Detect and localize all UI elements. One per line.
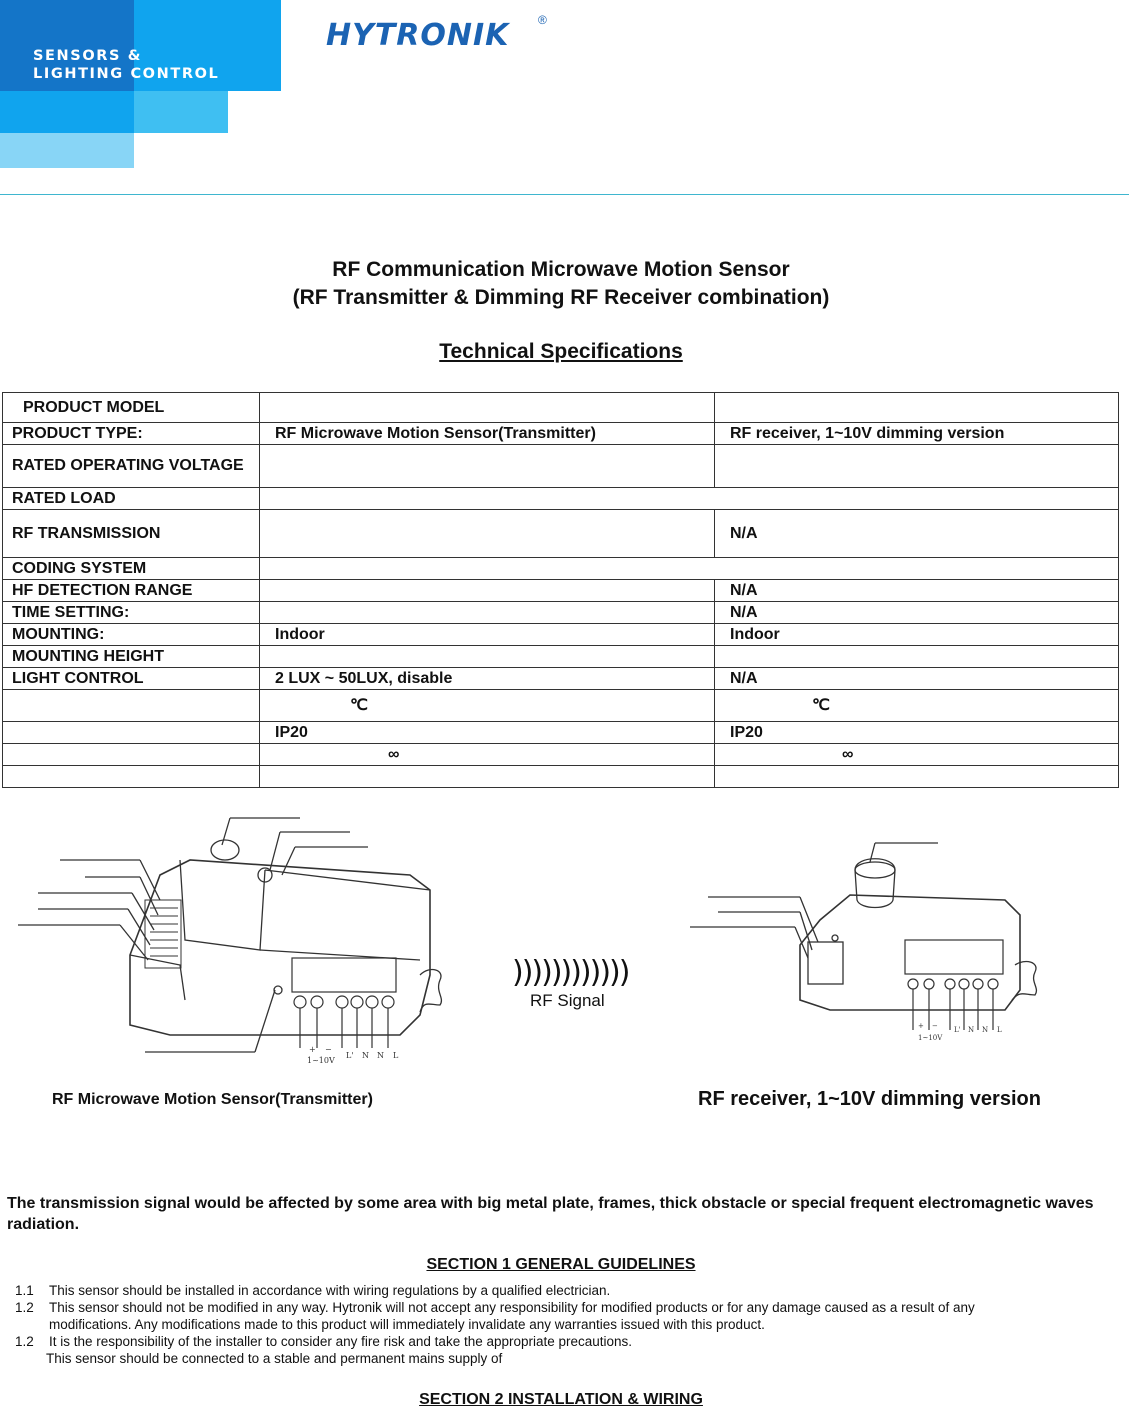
item-number: 1.2: [15, 1300, 34, 1315]
brand-line-1: SENSORS &: [33, 48, 142, 64]
dim-label: 1~10V: [307, 1056, 335, 1065]
terminal-screw: [366, 996, 378, 1008]
section-1-heading: SECTION 1 GENERAL GUIDELINES: [426, 1256, 696, 1273]
terminal-label: L: [393, 1051, 399, 1060]
receiver-dip-block: [808, 942, 843, 984]
spec-key: MOUNTING:: [3, 624, 260, 646]
spec-transmitter: [260, 766, 715, 788]
temperature-symbol: ℃: [350, 696, 368, 714]
terminal-screw: [945, 979, 955, 989]
terminal-screw: [959, 979, 969, 989]
spec-receiver: [715, 744, 1119, 766]
table-row: [3, 580, 1119, 602]
spec-key: PRODUCT MODEL: [3, 393, 260, 423]
terminal-screw: [988, 979, 998, 989]
table-row: [3, 393, 1119, 423]
terminal-label: N: [377, 1051, 384, 1060]
table-row: [3, 690, 1119, 722]
label-marker: [274, 986, 282, 994]
table-row: [3, 445, 1119, 488]
list-item: [15, 1299, 1115, 1316]
spec-key: HF DETECTION RANGE: [3, 580, 260, 602]
spec-receiver: [715, 646, 1119, 668]
infinity-symbol: ∞: [388, 745, 400, 763]
spec-receiver: RF receiver, 1~10V dimming version: [715, 423, 1119, 445]
leader-line: [270, 832, 280, 870]
table-row: [3, 488, 1119, 510]
transmitter-illustration: [18, 818, 441, 1065]
table-row: [3, 668, 1119, 690]
spec-transmitter: Indoor: [260, 624, 715, 646]
terminal-housing: [292, 958, 396, 992]
item-continuation: This sensor should be connected to a stable and permanent mains supply of: [46, 1351, 503, 1366]
spec-transmitter: [260, 393, 715, 423]
terminal-labels: [918, 1022, 1002, 1042]
document-title: RF Communication Microwave Motion Sensor: [332, 258, 790, 281]
terminal-screw: [336, 996, 348, 1008]
spec-key: [3, 722, 260, 744]
spec-transmitter: [260, 580, 715, 602]
brand-tagline: [33, 47, 219, 83]
housing-edge: [265, 870, 430, 890]
terminal-screw: [924, 979, 934, 989]
signal-note: The transmission signal would be affected by some area with big metal plate, frames, thick obstacle or special frequent electromagnetic waves radiation.: [7, 1195, 1094, 1233]
dim-label: 1~10V: [918, 1034, 943, 1042]
guidelines-list: [15, 1282, 1115, 1367]
knob-top: [855, 862, 895, 878]
spec-key: RATED OPERATING VOLTAGE: [3, 445, 260, 488]
terminal-label: −: [932, 1022, 938, 1030]
terminal-housing: [905, 940, 1003, 974]
brand-line-2: LIGHTING CONTROL: [33, 66, 220, 82]
terminal-label: L': [954, 1026, 961, 1034]
spec-receiver: Indoor: [715, 624, 1119, 646]
spec-transmitter: [260, 646, 715, 668]
table-row: [3, 602, 1119, 624]
spec-transmitter: [260, 690, 715, 722]
section-2-heading: SECTION 2 INSTALLATION & WIRING: [419, 1391, 703, 1408]
spec-key: RATED LOAD: [3, 488, 260, 510]
transmitter-caption: RF Microwave Motion Sensor(Transmitter): [52, 1091, 373, 1108]
header-divider: [0, 194, 1129, 195]
terminal-label: N: [362, 1051, 369, 1060]
spec-receiver: N/A: [715, 602, 1119, 624]
table-row: [3, 722, 1119, 744]
rf-signal-waves: )))))))))))): [512, 955, 629, 990]
leader-line: [140, 860, 160, 900]
spec-transmitter: [260, 744, 715, 766]
table-row: [3, 646, 1119, 668]
table-row: [3, 423, 1119, 445]
spec-key: MOUNTING HEIGHT: [3, 646, 260, 668]
product-diagram: [0, 800, 1129, 1080]
spec-key: [3, 766, 260, 788]
spec-receiver: N/A: [715, 668, 1119, 690]
table-row: [3, 510, 1119, 558]
receiver-caption: RF receiver, 1~10V dimming version: [698, 1088, 1041, 1110]
spec-key: [3, 690, 260, 722]
terminal-screw: [973, 979, 983, 989]
spec-value: [260, 488, 1119, 510]
spec-receiver: N/A: [715, 580, 1119, 602]
leader-line: [255, 990, 275, 1052]
spec-receiver: N/A: [715, 510, 1119, 558]
spec-key: [3, 744, 260, 766]
terminal-screw: [351, 996, 363, 1008]
dip-switch-block: [145, 900, 181, 968]
dimming-knob: [855, 859, 895, 908]
terminal-screw: [294, 996, 306, 1008]
receiver-terminal-block: [905, 940, 1003, 1030]
spec-receiver: IP20: [715, 722, 1119, 744]
terminal-screw: [382, 996, 394, 1008]
item-number: 1.2: [15, 1334, 34, 1349]
terminal-label: N: [968, 1026, 975, 1034]
spec-transmitter: 2 LUX ~ 50LUX, disable: [260, 668, 715, 690]
item-continuation: modifications. Any modifications made to this product will immediately invalidate any warranties issued with this product.: [49, 1317, 765, 1332]
spec-receiver: [715, 393, 1119, 423]
table-row: [3, 624, 1119, 646]
rf-signal-label: RF Signal: [530, 991, 605, 1010]
terminal-label: −: [325, 1045, 332, 1054]
brand-block-light: [0, 133, 134, 168]
item-number: 1.1: [15, 1283, 34, 1298]
spec-receiver: [715, 690, 1119, 722]
spec-receiver: [715, 766, 1119, 788]
item-text: This sensor should be installed in accordance with wiring regulations by a qualified electrician.: [49, 1283, 611, 1298]
terminal-labels: [307, 1045, 399, 1065]
terminal-label: +: [309, 1045, 316, 1054]
list-item: [15, 1333, 1115, 1350]
infinity-symbol: ∞: [842, 745, 854, 763]
spec-key: RF TRANSMISSION: [3, 510, 260, 558]
terminal-screw: [908, 979, 918, 989]
led-indicator: [832, 935, 838, 941]
spec-transmitter: [260, 445, 715, 488]
brand-block-mid-right: [134, 91, 228, 133]
mounting-ring: [211, 840, 239, 860]
receiver-illustration: [690, 843, 1036, 1042]
document-subtitle: (RF Transmitter & Dimming RF Receiver combination): [292, 286, 830, 309]
spec-transmitter: RF Microwave Motion Sensor(Transmitter): [260, 423, 715, 445]
spec-key: CODING SYSTEM: [3, 558, 260, 580]
mounting-tab: [420, 970, 441, 1012]
leader-line: [282, 847, 295, 875]
dip-switches: [145, 900, 181, 968]
table-row: [3, 766, 1119, 788]
terminal-label: +: [918, 1022, 924, 1030]
sensor-dome: [180, 860, 265, 950]
hytronik-logo: HYTRONIK: [326, 18, 510, 53]
item-text: It is the responsibility of the installer to consider any fire risk and take the appropriate precautions.: [49, 1334, 633, 1349]
spec-transmitter: [260, 510, 715, 558]
table-row: [3, 744, 1119, 766]
registered-mark: ®: [538, 13, 547, 27]
mounting-tab: [1012, 961, 1036, 1000]
terminal-label: L': [346, 1051, 354, 1060]
leader-line: [140, 877, 158, 915]
terminal-label: L: [997, 1026, 1002, 1034]
spec-key: LIGHT CONTROL: [3, 668, 260, 690]
spec-transmitter: [260, 602, 715, 624]
item-text: This sensor should not be modified in any way. Hytronik will not accept any responsibility for modified products or for any damage caused as a result of any: [49, 1300, 975, 1315]
brand-block-mid: [0, 91, 134, 133]
housing-edge: [130, 955, 185, 1000]
specs-heading: Technical Specifications: [439, 340, 683, 363]
spec-key: TIME SETTING:: [3, 602, 260, 624]
list-item: [15, 1282, 1115, 1299]
spec-transmitter: IP20: [260, 722, 715, 744]
temperature-symbol: ℃: [812, 696, 830, 714]
terminal-label: N: [982, 1026, 989, 1034]
receiver-housing: [800, 895, 1020, 1010]
spec-receiver: [715, 445, 1119, 488]
specs-table: [2, 392, 1119, 788]
terminal-screw: [311, 996, 323, 1008]
spec-value: [260, 558, 1119, 580]
spec-key: PRODUCT TYPE:: [3, 423, 260, 445]
table-row: [3, 558, 1119, 580]
